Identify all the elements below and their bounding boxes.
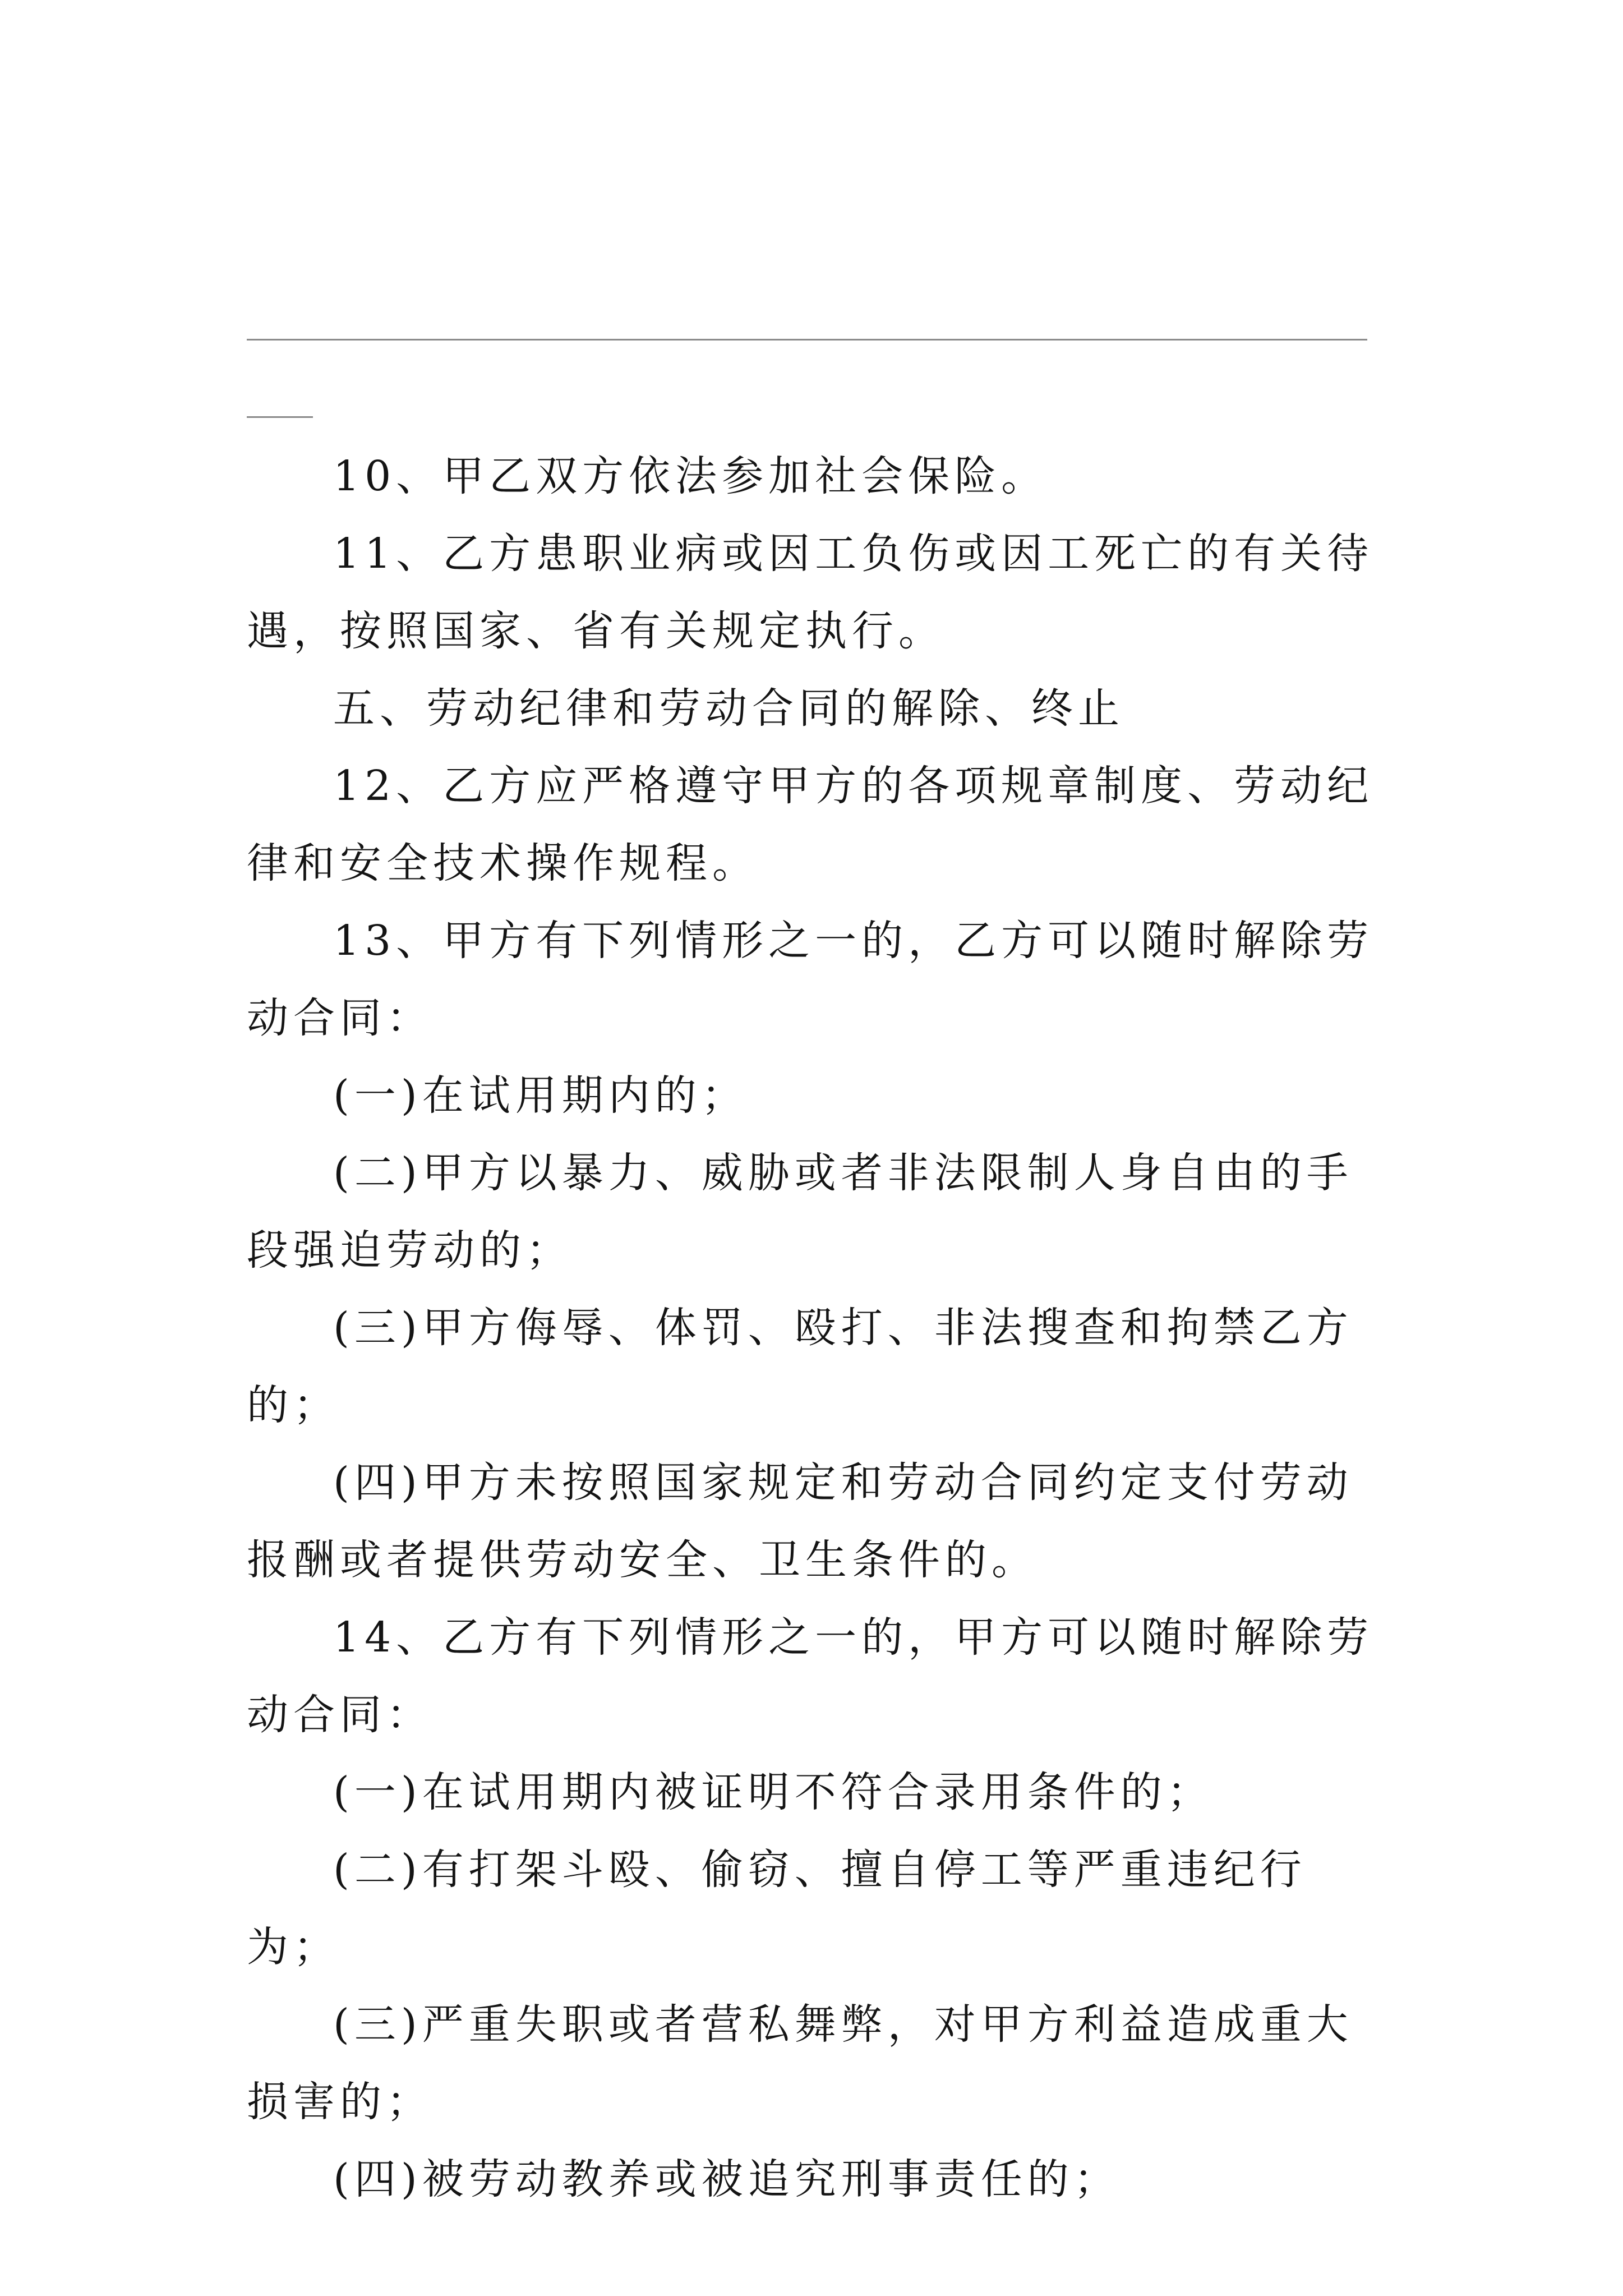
list-item: (一)在试用期内被证明不符合录用条件的； — [333, 1768, 1214, 1816]
list-item: (二)甲方以暴力、威胁或者非法限制人身自由的手段强迫劳动的； — [247, 1149, 1353, 1274]
paragraph-clause-14: 14、乙方有下列情形之一的，甲方可以随时解除劳动合同： — [247, 1613, 1374, 1739]
list-item: (三)严重失职或者营私舞弊，对甲方利益造成重大损害的； — [247, 2000, 1353, 2126]
list-item: (四)被劳动教养或被追究刑事责任的； — [333, 2155, 1121, 2203]
paragraph-clause-12: 12、乙方应严格遵守甲方的各项规章制度、劳动纪律和安全技术操作规程。 — [247, 762, 1374, 887]
document-body — [247, 438, 1391, 2218]
list-item: (一)在试用期内的； — [333, 1071, 748, 1120]
list-item: (四)甲方未按照国家规定和劳动合同约定支付劳动报酬或者提供劳动安全、卫生条件的。 — [247, 1458, 1353, 1584]
paragraph-clause-13: 13、甲方有下列情形之一的，乙方可以随时解除劳动合同： — [247, 917, 1374, 1042]
list-item: (二)有打架斗殴、偷窃、擅自停工等严重违纪行为； — [247, 1846, 1307, 1971]
section-heading: 五、劳动纪律和劳动合同的解除、终止 — [333, 684, 1124, 733]
paragraph-clause-11: 11、乙方患职业病或因工负伤或因工死亡的有关待遇，按照国家、省有关规定执行。 — [247, 530, 1374, 655]
paragraph-clause-10: 10、甲乙双方依法参加社会保险。 — [333, 452, 1048, 500]
list-item: (三)甲方侮辱、体罚、殴打、非法搜查和拘禁乙方的； — [247, 1304, 1353, 1429]
separator-line-short — [247, 416, 313, 418]
separator-line — [247, 339, 1367, 341]
